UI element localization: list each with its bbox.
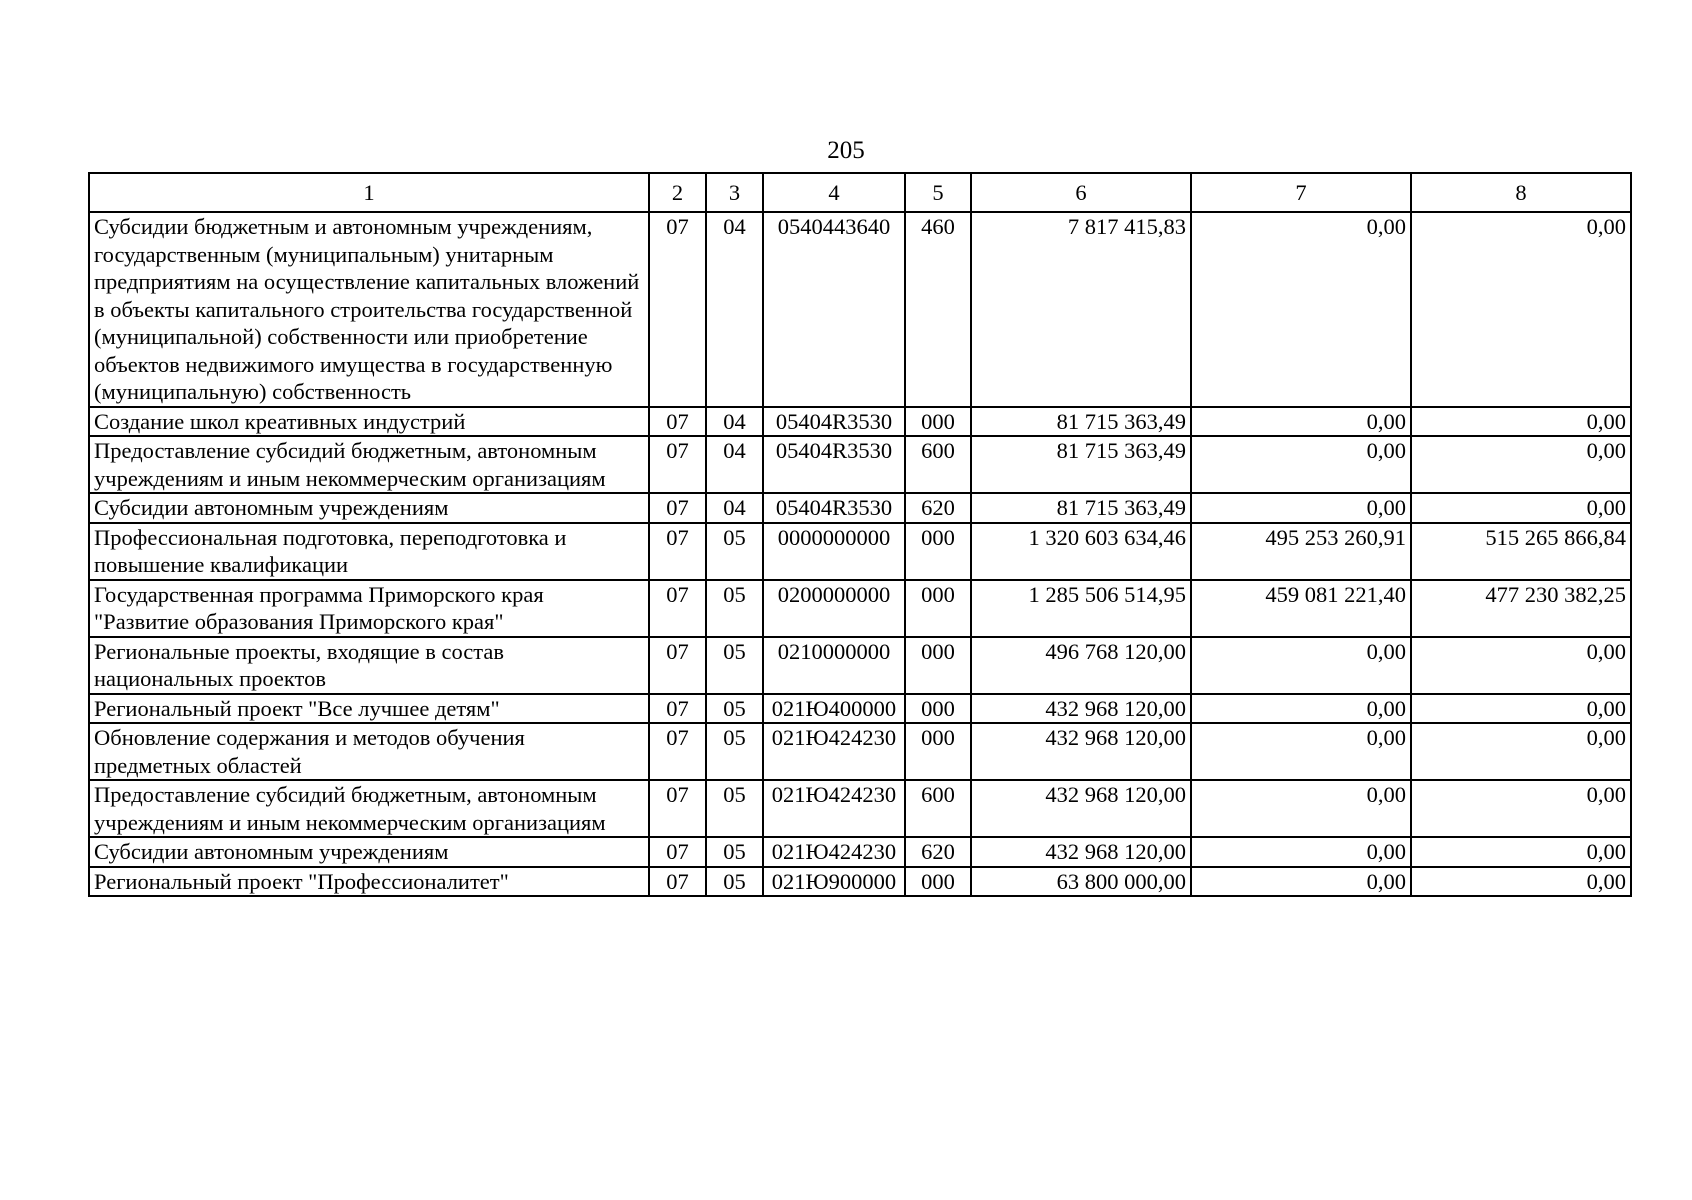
row-name: Субсидии бюджетным и автономным учреждениям, государственным (муниципальным) унитарным предприятиям на осуществление капитальных вложений в объекты капитального строительства государственной (муниципальной) собственности или приобретение объектов недвижимого имущества в государственную (муниципальную) собственность: [89, 212, 649, 407]
amount-col7: 0,00: [1191, 867, 1411, 897]
target-article-code: 05404R3530: [763, 436, 905, 493]
table-row: [89, 694, 1631, 724]
page-number: 205: [827, 137, 865, 164]
expense-type-code: 620: [905, 493, 971, 523]
amount-col7: 0,00: [1191, 837, 1411, 867]
subsection-code: 05: [706, 580, 763, 637]
subsection-code: 04: [706, 436, 763, 493]
amount-col8: 0,00: [1411, 723, 1631, 780]
column-header: 3: [706, 173, 763, 212]
target-article-code: 0210000000: [763, 637, 905, 694]
amount-col7: 0,00: [1191, 212, 1411, 407]
section-code: 07: [649, 694, 706, 724]
section-code: 07: [649, 407, 706, 437]
table-row: [89, 723, 1631, 780]
row-name: Обновление содержания и методов обучения предметных областей: [89, 723, 649, 780]
row-name: Региональный проект "Профессионалитет": [89, 867, 649, 897]
table-row: [89, 407, 1631, 437]
target-article-code: 05404R3530: [763, 493, 905, 523]
amount-col7: 0,00: [1191, 493, 1411, 523]
column-header: 5: [905, 173, 971, 212]
amount-col6: 7 817 415,83: [971, 212, 1191, 407]
expense-type-code: 600: [905, 780, 971, 837]
row-name: Региональный проект "Все лучшее детям": [89, 694, 649, 724]
table-row: [89, 493, 1631, 523]
subsection-code: 05: [706, 723, 763, 780]
amount-col8: 0,00: [1411, 637, 1631, 694]
expense-type-code: 000: [905, 580, 971, 637]
row-name: Субсидии автономным учреждениям: [89, 493, 649, 523]
table-row: [89, 436, 1631, 493]
row-name: Предоставление субсидий бюджетным, автономным учреждениям и иным некоммерческим организациям: [89, 436, 649, 493]
amount-col6: 81 715 363,49: [971, 493, 1191, 523]
section-code: 07: [649, 493, 706, 523]
amount-col7: 0,00: [1191, 723, 1411, 780]
amount-col8: 0,00: [1411, 780, 1631, 837]
row-name: Предоставление субсидий бюджетным, автономным учреждениям и иным некоммерческим организациям: [89, 780, 649, 837]
table-row: [89, 780, 1631, 837]
target-article-code: 021Ю424230: [763, 837, 905, 867]
subsection-code: 04: [706, 407, 763, 437]
table-row: [89, 523, 1631, 580]
column-header: 6: [971, 173, 1191, 212]
target-article-code: 0200000000: [763, 580, 905, 637]
amount-col7: 0,00: [1191, 436, 1411, 493]
expense-type-code: 000: [905, 723, 971, 780]
section-code: 07: [649, 837, 706, 867]
subsection-code: 04: [706, 212, 763, 407]
amount-col7: 0,00: [1191, 780, 1411, 837]
target-article-code: 021Ю400000: [763, 694, 905, 724]
amount-col6: 81 715 363,49: [971, 436, 1191, 493]
row-name: Создание школ креативных индустрий: [89, 407, 649, 437]
section-code: 07: [649, 436, 706, 493]
target-article-code: 021Ю424230: [763, 780, 905, 837]
section-code: 07: [649, 580, 706, 637]
amount-col7: 0,00: [1191, 694, 1411, 724]
amount-col6: 432 968 120,00: [971, 723, 1191, 780]
table-row: [89, 212, 1631, 407]
expense-type-code: 000: [905, 694, 971, 724]
amount-col6: 1 320 603 634,46: [971, 523, 1191, 580]
amount-col7: 0,00: [1191, 407, 1411, 437]
amount-col6: 432 968 120,00: [971, 694, 1191, 724]
amount-col7: 0,00: [1191, 637, 1411, 694]
expense-type-code: 460: [905, 212, 971, 407]
subsection-code: 05: [706, 694, 763, 724]
column-header: 8: [1411, 173, 1631, 212]
target-article-code: 05404R3530: [763, 407, 905, 437]
target-article-code: 021Ю900000: [763, 867, 905, 897]
table-row: [89, 580, 1631, 637]
amount-col8: 0,00: [1411, 867, 1631, 897]
column-header: 2: [649, 173, 706, 212]
subsection-code: 05: [706, 780, 763, 837]
column-header: 4: [763, 173, 905, 212]
amount-col6: 63 800 000,00: [971, 867, 1191, 897]
amount-col8: 0,00: [1411, 694, 1631, 724]
row-name: Региональные проекты, входящие в состав национальных проектов: [89, 637, 649, 694]
table-row: [89, 637, 1631, 694]
row-name: Субсидии автономным учреждениям: [89, 837, 649, 867]
budget-table: [88, 172, 1632, 897]
expense-type-code: 000: [905, 637, 971, 694]
expense-type-code: 600: [905, 436, 971, 493]
subsection-code: 05: [706, 867, 763, 897]
section-code: 07: [649, 780, 706, 837]
expense-type-code: 620: [905, 837, 971, 867]
section-code: 07: [649, 637, 706, 694]
amount-col8: 477 230 382,25: [1411, 580, 1631, 637]
amount-col8: 0,00: [1411, 493, 1631, 523]
amount-col8: 515 265 866,84: [1411, 523, 1631, 580]
amount-col6: 496 768 120,00: [971, 637, 1191, 694]
target-article-code: 0000000000: [763, 523, 905, 580]
table-row: [89, 837, 1631, 867]
section-code: 07: [649, 523, 706, 580]
expense-type-code: 000: [905, 867, 971, 897]
column-header: 1: [89, 173, 649, 212]
amount-col8: 0,00: [1411, 436, 1631, 493]
amount-col7: 459 081 221,40: [1191, 580, 1411, 637]
section-code: 07: [649, 212, 706, 407]
section-code: 07: [649, 723, 706, 780]
row-name: Профессиональная подготовка, переподготовка и повышение квалификации: [89, 523, 649, 580]
subsection-code: 04: [706, 493, 763, 523]
section-code: 07: [649, 867, 706, 897]
amount-col7: 495 253 260,91: [1191, 523, 1411, 580]
table-row: [89, 867, 1631, 897]
target-article-code: 0540443640: [763, 212, 905, 407]
expense-type-code: 000: [905, 523, 971, 580]
amount-col6: 432 968 120,00: [971, 837, 1191, 867]
amount-col8: 0,00: [1411, 837, 1631, 867]
row-name: Государственная программа Приморского края "Развитие образования Приморского края": [89, 580, 649, 637]
amount-col6: 81 715 363,49: [971, 407, 1191, 437]
amount-col8: 0,00: [1411, 212, 1631, 407]
subsection-code: 05: [706, 523, 763, 580]
header-row: [89, 173, 1631, 212]
amount-col6: 1 285 506 514,95: [971, 580, 1191, 637]
subsection-code: 05: [706, 837, 763, 867]
column-header: 7: [1191, 173, 1411, 212]
target-article-code: 021Ю424230: [763, 723, 905, 780]
amount-col6: 432 968 120,00: [971, 780, 1191, 837]
subsection-code: 05: [706, 637, 763, 694]
amount-col8: 0,00: [1411, 407, 1631, 437]
expense-type-code: 000: [905, 407, 971, 437]
